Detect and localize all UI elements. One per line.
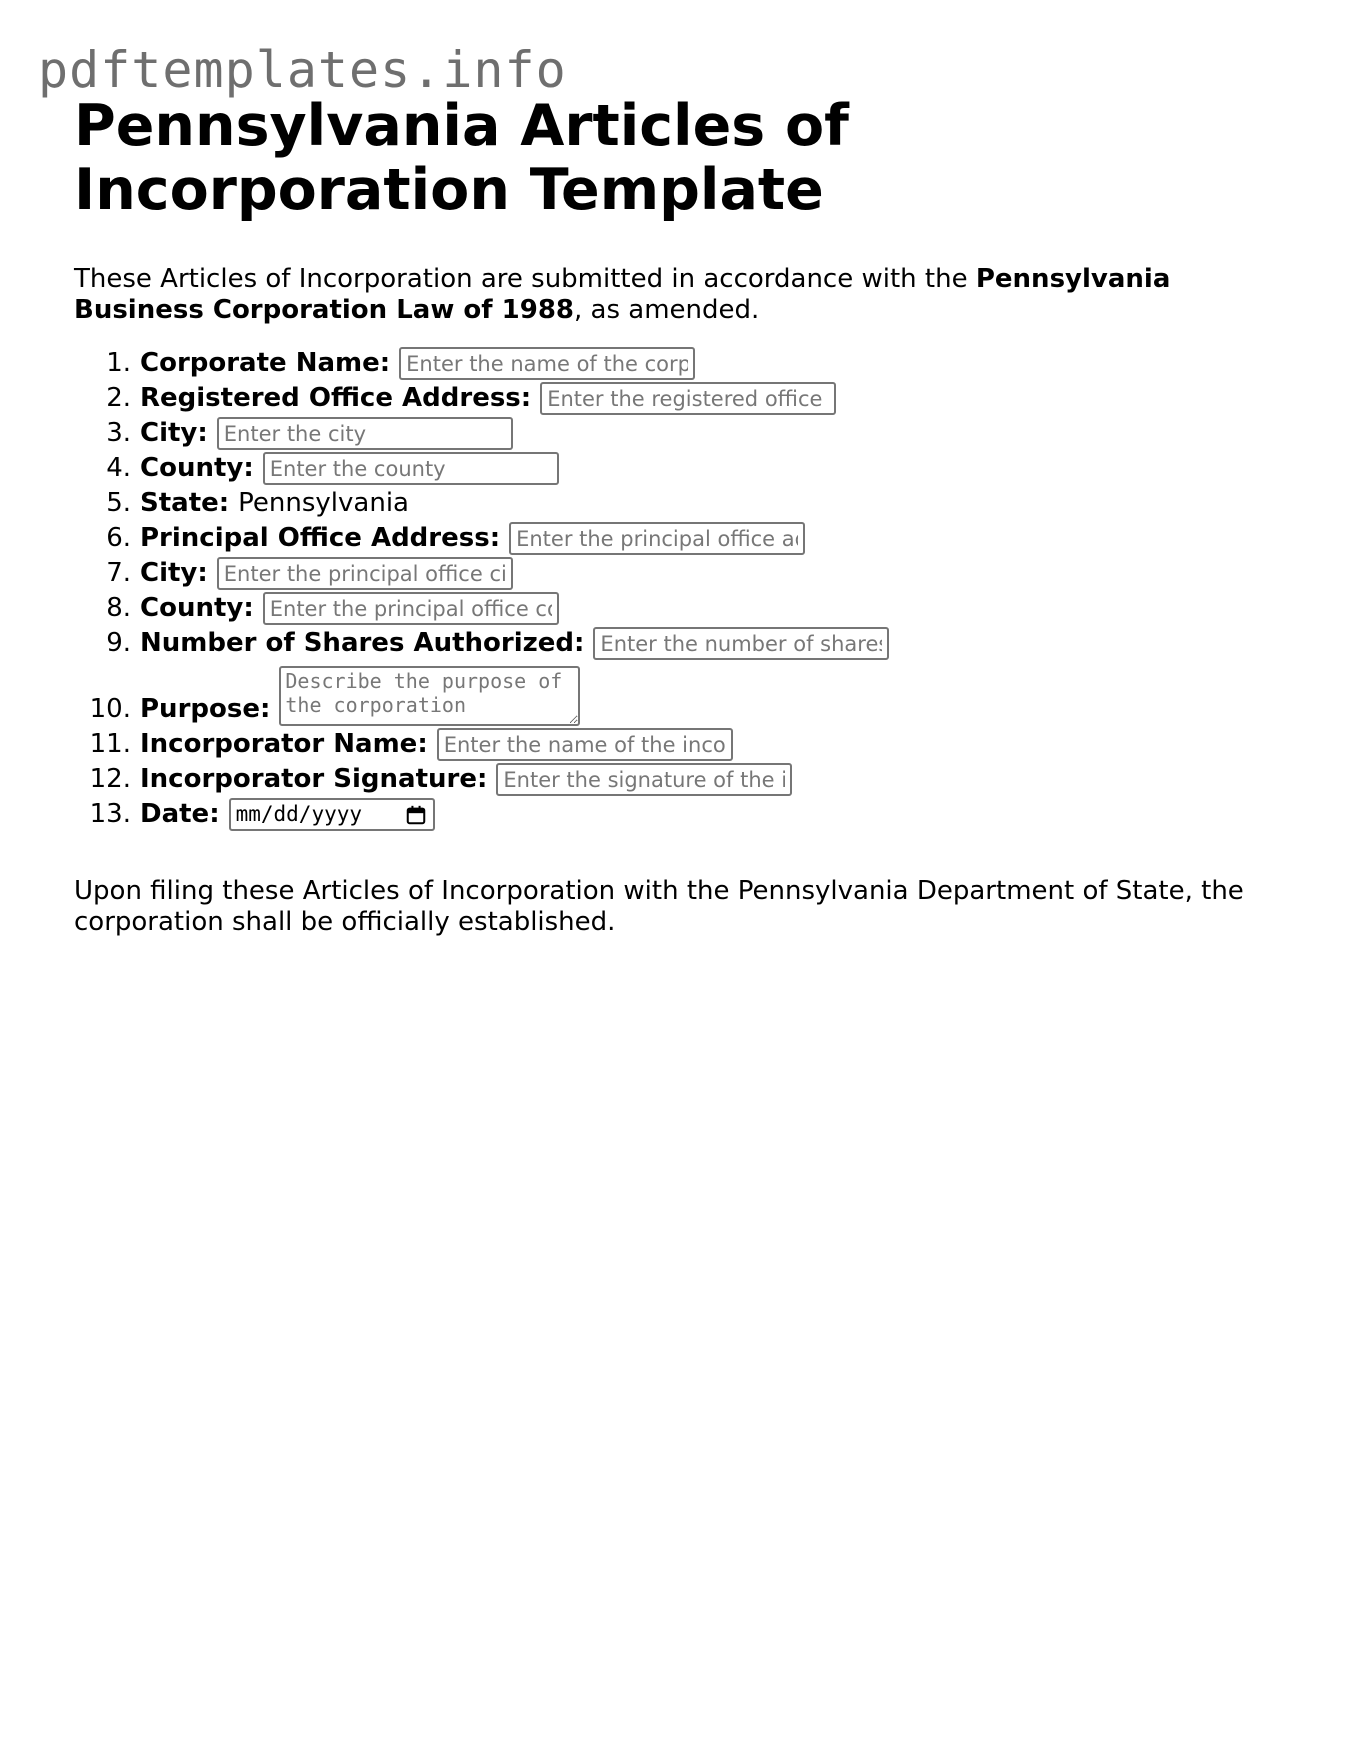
- field-incorporator-signature: [89, 762, 1304, 797]
- field-number: 9.: [106, 628, 131, 658]
- field-label: Incorporator Signature:: [140, 764, 488, 794]
- watermark: pdftemplates.info: [38, 41, 567, 99]
- intro-text-before: These Articles of Incorporation are submitted in accordance with the: [74, 264, 976, 294]
- field-purpose: [89, 661, 1304, 727]
- field-number: 13.: [89, 799, 131, 829]
- field-number: 3.: [106, 418, 131, 448]
- field-label: County:: [140, 453, 254, 483]
- page-title: Pennsylvania Articles of Incorporation Template: [74, 93, 849, 223]
- field-label: Corporate Name:: [140, 348, 391, 378]
- field-number: 8.: [106, 593, 131, 623]
- field-corporate-name: [106, 346, 1304, 381]
- document-body: [74, 94, 1304, 938]
- purpose-textarea[interactable]: [279, 666, 580, 726]
- intro-paragraph: [74, 264, 1304, 326]
- field-label: Principal Office Address:: [140, 523, 501, 553]
- field-city: [106, 416, 1304, 451]
- field-label: Date:: [140, 799, 220, 829]
- field-number: 12.: [89, 764, 131, 794]
- principal-office-city-input[interactable]: [217, 557, 513, 590]
- intro-law-name: Pennsylvania Business Corporation Law of 1988: [74, 264, 1171, 325]
- field-date: [89, 797, 1304, 832]
- field-number: 2.: [106, 383, 131, 413]
- date-input[interactable]: [229, 798, 435, 831]
- field-principal-office-address: [106, 521, 1304, 556]
- closing-paragraph: Upon filing these Articles of Incorporation with the Pennsylvania Department of State, the corporation shall be officially established.: [74, 876, 1244, 937]
- city-input[interactable]: [217, 417, 513, 450]
- incorporator-name-input[interactable]: [437, 728, 733, 761]
- calendar-icon[interactable]: [405, 804, 427, 826]
- field-number: 1.: [106, 348, 131, 378]
- shares-authorized-input[interactable]: [593, 627, 889, 660]
- field-registered-office-address: [106, 381, 1304, 416]
- field-label: City:: [140, 558, 208, 588]
- field-number: 4.: [106, 453, 131, 483]
- field-number: 10.: [89, 694, 131, 724]
- field-county: [106, 451, 1304, 486]
- field-label: County:: [140, 593, 254, 623]
- field-label: Incorporator Name:: [140, 729, 428, 759]
- incorporator-signature-input[interactable]: [496, 763, 792, 796]
- field-number: 6.: [106, 523, 131, 553]
- principal-office-address-input[interactable]: [509, 522, 805, 555]
- field-number: 7.: [106, 558, 131, 588]
- principal-office-county-input[interactable]: [263, 592, 559, 625]
- field-label: Number of Shares Authorized:: [140, 628, 585, 658]
- field-number: 11.: [89, 729, 131, 759]
- field-number: 5.: [106, 488, 131, 518]
- field-incorporator-name: [89, 727, 1304, 762]
- field-principal-county: [106, 591, 1304, 626]
- corporate-name-input[interactable]: [399, 347, 695, 380]
- field-principal-city: [106, 556, 1304, 591]
- field-state: [106, 486, 1304, 521]
- field-shares-authorized: [106, 626, 1304, 661]
- field-label: State:: [140, 488, 230, 518]
- field-label: City:: [140, 418, 208, 448]
- field-label: Registered Office Address:: [140, 383, 532, 413]
- intro-text-after: , as amended.: [574, 295, 760, 325]
- articles-field-list: [74, 346, 1304, 832]
- county-input[interactable]: [263, 452, 559, 485]
- date-placeholder: mm/dd/yyyy: [235, 802, 363, 826]
- field-label: Purpose:: [140, 694, 271, 724]
- state-value: Pennsylvania: [238, 488, 409, 518]
- registered-office-address-input[interactable]: [540, 382, 836, 415]
